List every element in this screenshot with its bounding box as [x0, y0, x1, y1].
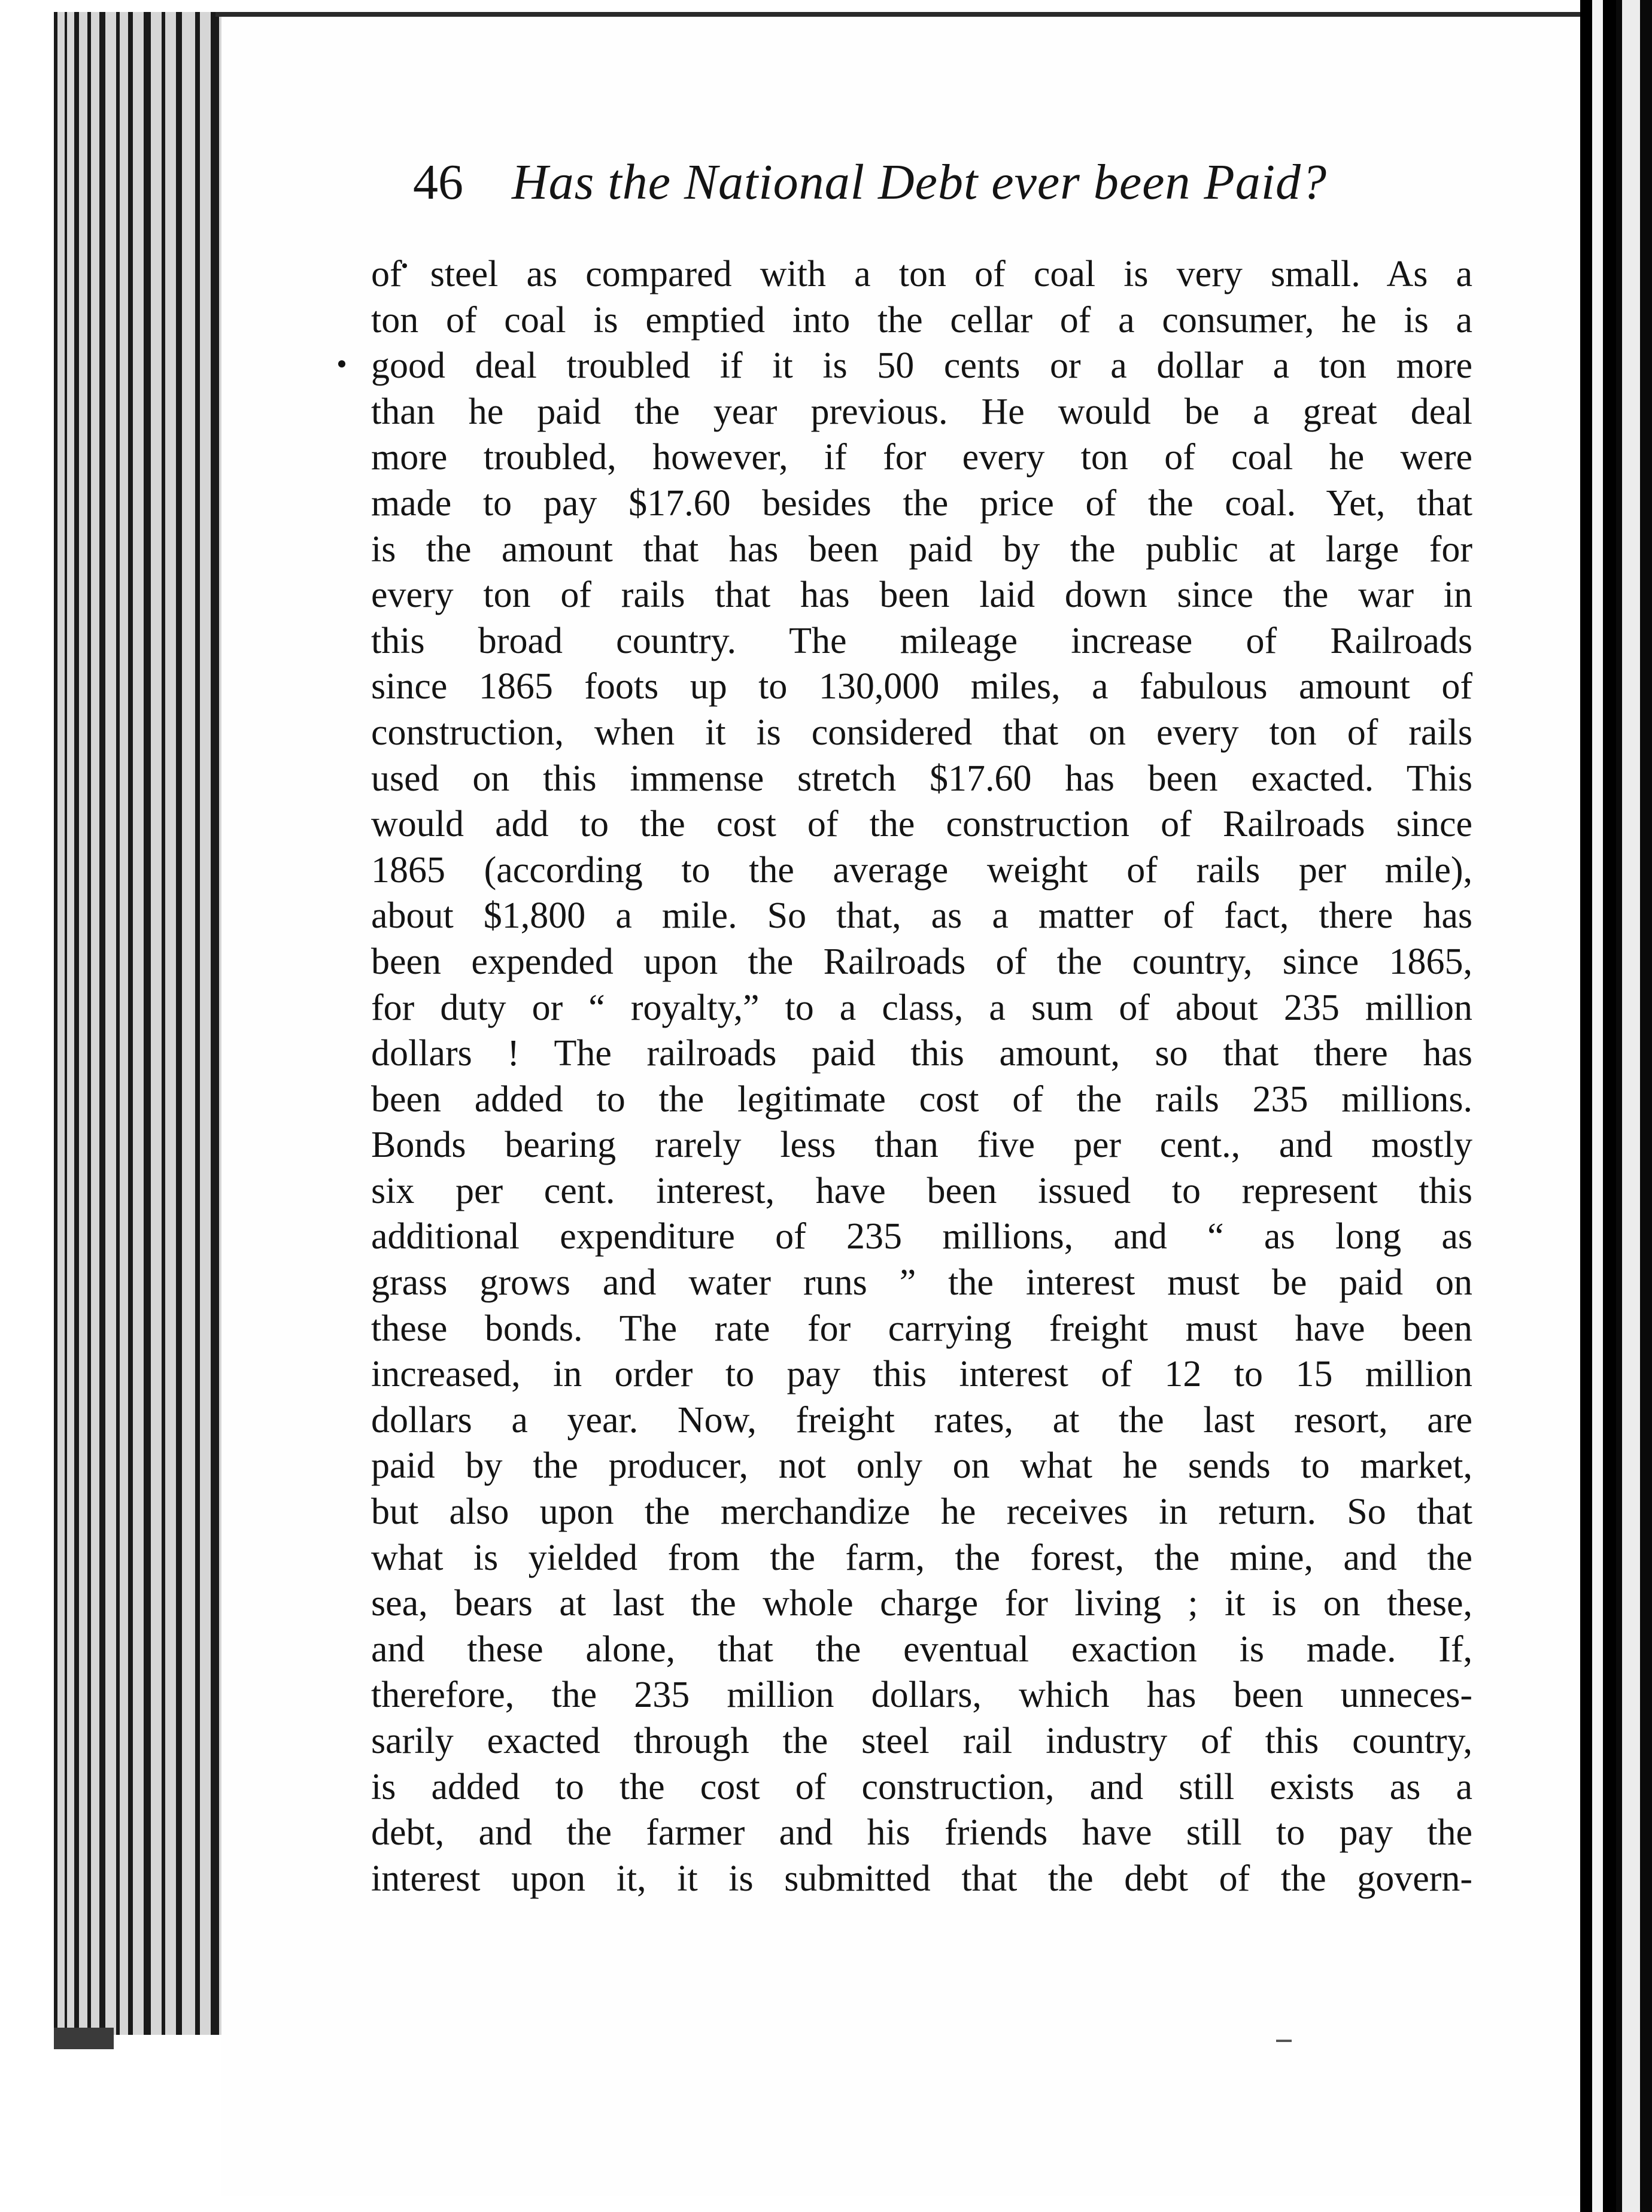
text-line: therefore, the 235 million dollars, which has been unneces- [371, 1675, 1472, 1716]
text-line: additional expenditure of 235 millions, and “ as long as [371, 1216, 1472, 1257]
page-edges [54, 12, 221, 2035]
text-line: dollars a year. Now, freight rates, at the last resort, are [371, 1399, 1472, 1441]
text-line: Bonds bearing rarely less than five per cent., and mostly [371, 1125, 1472, 1166]
text-line: debt, and the farmer and his friends have still to pay the [371, 1812, 1472, 1854]
running-title: Has the National Debt ever been Paid? [512, 154, 1328, 210]
text-line: increased, in order to pay this interest of 12 to 15 million [371, 1354, 1472, 1395]
running-header [413, 150, 1371, 215]
text-line: sea, bears at last the whole charge for living ; it is on these, [371, 1583, 1472, 1624]
text-line: six per cent. interest, have been issued to represent this [371, 1170, 1472, 1211]
text-line: 1865 (according to the average weight of rails per mile), [371, 849, 1472, 891]
scan-speck [1276, 2040, 1292, 2042]
text-line: interest upon it, it is submitted that the debt of the govern- [371, 1858, 1472, 1899]
text-line: dollars ! The railroads paid this amount, so that there has [371, 1033, 1472, 1074]
text-line: than he paid the year previous. He would be a great deal [371, 391, 1472, 432]
right-edge-strip [1592, 0, 1603, 2212]
text-line: construction, when it is considered that on every ton of rails [371, 712, 1472, 753]
text-line: about $1,800 a mile. So that, as a matter of fact, there has [371, 895, 1472, 937]
text-line: paid by the producer, not only on what he sends to market, [371, 1445, 1472, 1487]
text-line: for duty or “ royalty,” to a class, a sum of about 235 million [371, 987, 1472, 1028]
text-line: used on this immense stretch $17.60 has been exacted. This [371, 758, 1472, 799]
text-line: is the amount that has been paid by the public at large for [371, 528, 1472, 570]
text-line: made to pay $17.60 besides the price of the coal. Yet, that [371, 482, 1472, 524]
right-edge-light [1622, 0, 1640, 2212]
top-edge [215, 12, 1586, 17]
text-line: since 1865 foots up to 130,000 miles, a fabulous amount of [371, 666, 1472, 707]
text-line: grass grows and water runs ” the interest must be paid on [371, 1262, 1472, 1304]
text-line: and these alone, that the eventual exaction is made. If, [371, 1628, 1472, 1670]
text-line: this broad country. The mileage increase of Railroads [371, 620, 1472, 661]
text-line: sarily exacted through the steel rail industry of this country, [371, 1721, 1472, 1761]
text-line: is added to the cost of construction, and still exists as a [371, 1766, 1472, 1807]
text-line: of steel as compared with a ton of coal is very small. As a [371, 254, 1472, 294]
body-text [371, 251, 1472, 1901]
text-line: every ton of rails that has been laid down since the war in [371, 575, 1472, 616]
text-line: good deal troubled if it is 50 cents or a dollar a ton more [371, 345, 1472, 387]
text-line: these bonds. The rate for carrying freight must have been [371, 1308, 1472, 1349]
page-number: 46 [413, 154, 463, 210]
text-line: more troubled, however, if for every ton of coal he were [371, 437, 1472, 478]
text-line: would add to the cost of the construction of Railroads since [371, 804, 1472, 845]
scan-speck [338, 360, 345, 367]
text-line: been expended upon the Railroads of the country, since 1865, [371, 941, 1472, 982]
text-line: what is yielded from the farm, the forest, the mine, and the [371, 1537, 1472, 1578]
text-line: ton of coal is emptied into the cellar of a consumer, he is a [371, 299, 1472, 341]
text-line: been added to the legitimate cost of the rails 235 millions. [371, 1078, 1472, 1120]
text-line: but also upon the merchandize he receives in return. So that [371, 1491, 1472, 1533]
page-edge-shadow [54, 2028, 114, 2049]
